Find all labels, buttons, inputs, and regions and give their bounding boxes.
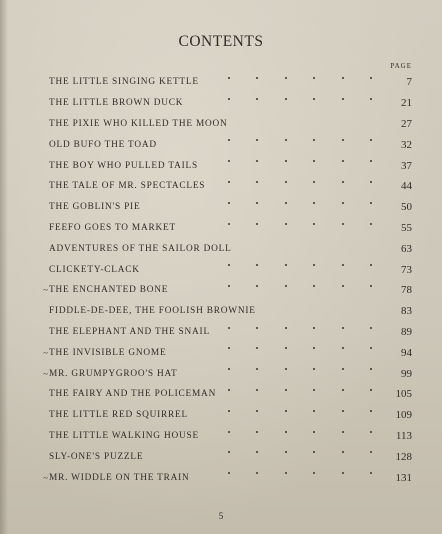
dot-leaders [228,77,372,79]
dot-leaders [228,347,372,349]
leader-dot [342,368,344,370]
dot-leaders [228,410,372,412]
entry-page-number: 105 [395,388,412,401]
entry-title: THE ENCHANTED BONE [49,285,169,296]
leader-dot [256,347,258,349]
leader-dot [313,327,315,329]
leader-dot [228,431,230,433]
dot-leaders [228,368,372,370]
leader-dot [313,202,315,204]
leader-dot [228,347,230,349]
leader-dot [256,451,258,453]
entry-page-number: 99 [401,367,412,380]
leader-dot [256,223,258,225]
dot-leaders [228,160,372,162]
dot-leaders [228,181,372,183]
entry-title: THE GOBLIN'S PIE [49,202,141,213]
entry-title: THE INVISIBLE GNOME [49,347,167,358]
leader-dot [342,389,344,391]
entry-title: THE LITTLE SINGING KETTLE [49,77,199,88]
dot-leaders [228,264,372,266]
leader-dot [228,181,230,183]
entry-title: MR. WIDDLE ON THE TRAIN [49,472,190,483]
contents-entry [0,238,442,259]
dot-leaders [228,223,372,225]
pencil-mark: ~ [43,368,48,379]
leader-dot [342,264,344,266]
entry-title: FEEFO GOES TO MARKET [49,222,176,233]
leader-dot [285,98,287,100]
entry-page-number: 89 [401,325,412,338]
pencil-mark: ~ [43,347,48,358]
contents-entry [0,301,442,322]
leader-dot [285,472,287,474]
entry-title: THE PIXIE WHO KILLED THE MOON [49,118,228,129]
contents-entry [0,322,442,343]
contents-entry [0,384,442,405]
leader-dot [285,77,287,79]
leader-dot [256,139,258,141]
entry-page-number: 7 [406,76,412,89]
contents-entry [0,134,442,155]
entry-page-number: 63 [401,242,412,255]
leader-dot [256,77,258,79]
leader-dot [228,389,230,391]
contents-entry [0,197,442,218]
leader-dot [256,410,258,412]
leader-dot [313,451,315,453]
leader-dot [256,368,258,370]
leader-dot [256,285,258,287]
page-number: 5 [218,511,224,521]
entry-title: THE LITTLE RED SQUIRREL [49,410,188,421]
entry-title: SLY-ONE'S PUZZLE [49,451,144,462]
leader-dot [285,347,287,349]
pencil-mark: ~ [43,285,48,296]
leader-dot [285,327,287,329]
leader-dot [285,410,287,412]
leader-dot [285,160,287,162]
leader-dot [256,327,258,329]
dot-leaders [228,285,372,287]
dot-leaders [228,98,372,100]
leader-dot [228,285,230,287]
entry-page-number: 37 [401,159,412,172]
entry-title: MR. GRUMPYGROO'S HAT [49,368,178,379]
entry-page-number: 131 [395,471,412,484]
leader-dot [285,139,287,141]
leader-dot [342,181,344,183]
leader-dot [256,181,258,183]
entry-title: THE BOY WHO PULLED TAILS [49,160,198,171]
page-column-label: PAGE [390,62,412,70]
leader-dot [285,431,287,433]
contents-heading: CONTENTS [178,33,264,50]
leader-dot [228,139,230,141]
leader-dot [256,431,258,433]
leader-dot [342,202,344,204]
leader-dot [342,347,344,349]
leader-dot [342,451,344,453]
leader-dot [228,160,230,162]
entry-title: THE ELEPHANT AND THE SNAIL [49,326,210,337]
contents-entry [0,155,442,176]
leader-dot [228,264,230,266]
leader-dot [256,160,258,162]
dot-leaders [228,139,372,141]
contents-entry [0,72,442,93]
leader-dot [313,410,315,412]
entry-title: THE LITTLE BROWN DUCK [49,98,184,109]
leader-dot [313,160,315,162]
leader-dot [256,264,258,266]
leader-dot [228,202,230,204]
entry-page-number: 55 [401,221,412,234]
leader-dot [313,368,315,370]
leader-dot [313,347,315,349]
contents-entry [0,446,442,467]
leader-dot [285,181,287,183]
leader-dot [313,77,315,79]
leader-dot [228,77,230,79]
entry-page-number: 73 [401,263,412,276]
entry-page-number: 78 [401,284,412,297]
leader-dot [228,451,230,453]
entry-page-number: 21 [401,97,412,110]
contents-entry [0,280,442,301]
leader-dot [228,410,230,412]
leader-dot [313,181,315,183]
dot-leaders [228,431,372,433]
entry-page-number: 109 [395,409,412,422]
leader-dot [228,98,230,100]
entry-title: THE FAIRY AND THE POLICEMAN [49,389,217,400]
leader-dot [228,327,230,329]
contents-entry [0,426,442,447]
entry-page-number: 50 [401,201,412,214]
leader-dot [342,431,344,433]
leader-dot [256,202,258,204]
leader-dot [313,389,315,391]
contents-entry [0,259,442,280]
entry-page-number: 128 [395,450,412,463]
leader-dot [342,223,344,225]
leader-dot [313,431,315,433]
leader-dot [342,139,344,141]
leader-dot [285,368,287,370]
leader-dot [313,139,315,141]
contents-list [0,72,442,488]
leader-dot [342,77,344,79]
entry-title: CLICKETY-CLACK [49,264,140,275]
pencil-mark: ~ [43,472,48,483]
entry-title: OLD BUFO THE TOAD [49,139,157,150]
leader-dot [285,223,287,225]
leader-dot [313,223,315,225]
dot-leaders [228,389,372,391]
leader-dot [228,368,230,370]
leader-dot [313,264,315,266]
entry-page-number: 94 [401,346,412,359]
contents-entry [0,114,442,135]
leader-dot [256,389,258,391]
leader-dot [285,451,287,453]
entry-title: FIDDLE-DE-DEE, THE FOOLISH BROWNIE [49,306,256,317]
leader-dot [342,410,344,412]
entry-title: ADVENTURES OF THE SAILOR DOLL [49,243,232,254]
leader-dot [313,472,315,474]
contents-entry [0,93,442,114]
leader-dot [342,98,344,100]
contents-entry [0,363,442,384]
dot-leaders [228,327,372,329]
dot-leaders [228,451,372,453]
entry-title: THE TALE OF MR. SPECTACLES [49,181,206,192]
leader-dot [342,285,344,287]
leader-dot [228,472,230,474]
leader-dot [313,285,315,287]
leader-dot [342,472,344,474]
contents-entry [0,342,442,363]
leader-dot [285,285,287,287]
dot-leaders [228,472,372,474]
leader-dot [342,160,344,162]
contents-entry [0,405,442,426]
contents-entry [0,218,442,239]
leader-dot [313,98,315,100]
leader-dot [228,223,230,225]
entry-page-number: 32 [401,138,412,151]
leader-dot [285,202,287,204]
leader-dot [342,327,344,329]
entry-page-number: 27 [401,117,412,130]
leader-dot [285,264,287,266]
leader-dot [256,98,258,100]
contents-entry [0,467,442,488]
entry-page-number: 44 [401,180,412,193]
contents-entry [0,176,442,197]
entry-title: THE LITTLE WALKING HOUSE [49,430,199,441]
leader-dot [285,389,287,391]
entry-page-number: 83 [401,305,412,318]
leader-dot [256,472,258,474]
entry-page-number: 113 [395,429,412,442]
dot-leaders [228,202,372,204]
